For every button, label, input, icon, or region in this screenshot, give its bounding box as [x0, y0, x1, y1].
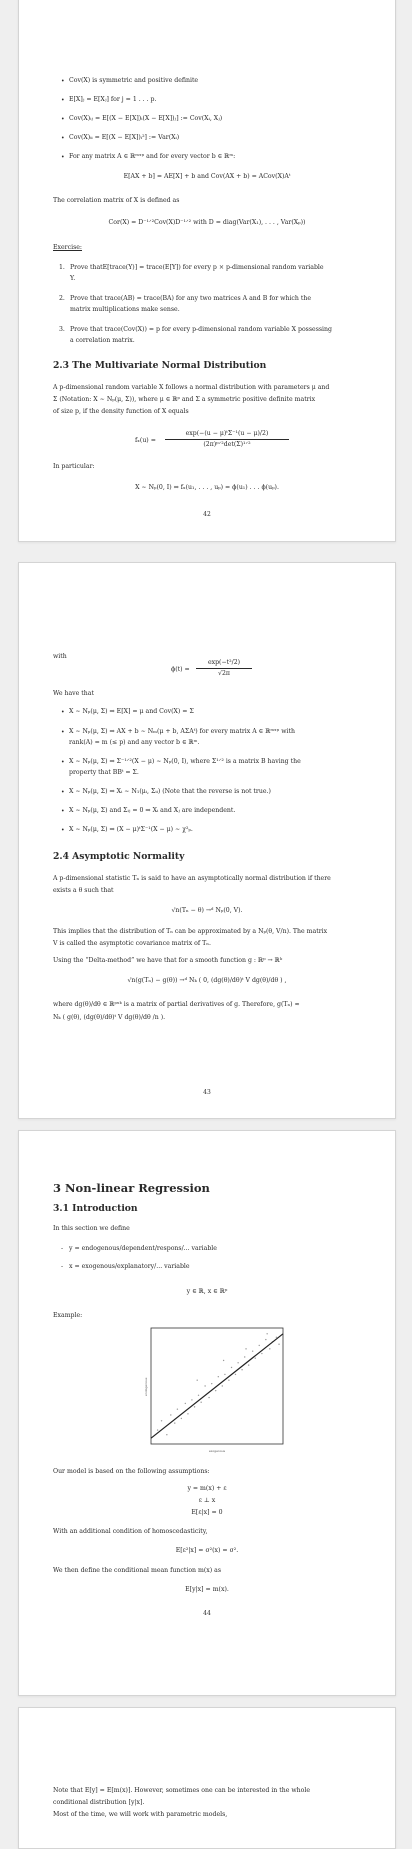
- property-text: Cov(X) is symmetric and positive definite: [69, 77, 199, 84]
- paragraph-line: Nₖ ( g(θ), (dg(θ)/dθ)ᵗ V dg(θ)/dθ /n ).: [53, 1014, 166, 1021]
- phi-lhs: ϕ(t) =: [171, 666, 190, 673]
- correlation-equation: Cor(X) = D⁻¹ᐟ²Cov(X)D⁻¹ᐟ² with D = diag(Var(X₁), . . . , Var(Xₚ)): [108, 219, 306, 226]
- bullet-icon: •: [61, 789, 65, 796]
- intro-text: In this section we define: [53, 1225, 130, 1232]
- scatter-point: [197, 1380, 198, 1381]
- scatter-point: [224, 1374, 225, 1375]
- scatter-point: [157, 1429, 158, 1430]
- exercise-text: matrix multiplications make sense.: [70, 306, 180, 313]
- paragraph-line: exists a θ such that: [53, 887, 114, 894]
- property-text: X ∼ Nₚ(μ, Σ) and Σᵢⱼ = 0 ⇒ Xᵢ and Xⱼ are independent.: [69, 807, 236, 814]
- scatter-point: [252, 1351, 253, 1352]
- scatter-point: [245, 1348, 246, 1349]
- density-denominator: (2π)ᵖᐟ²det(Σ)¹ᐟ²: [203, 441, 251, 448]
- density-lhs: fₓ(u) =: [135, 437, 156, 444]
- property-text: X ∼ Nₚ(μ, Σ) ⇒ (X − μ)ᵗΣ⁻¹(X − μ) ∼ χ²ₚ.: [69, 826, 193, 833]
- scatter-point: [255, 1357, 256, 1358]
- definition-text: x = exogenous/explanatory/... variable: [69, 1263, 190, 1270]
- scatter-point: [259, 1345, 260, 1346]
- paragraph-line: A p-dimensional statistic Tₙ is said to have an asymptotically normal distribution if there: [53, 875, 331, 882]
- exercise-text: Prove that trace(Cov(X)) = p for every p-dimensional random variable X possessing: [70, 326, 332, 333]
- scatter-point: [174, 1422, 175, 1423]
- property-text: property that BBᵗ = Σ.: [69, 769, 139, 776]
- paragraph-line: With an additional condition of homoscedasticity,: [53, 1528, 208, 1535]
- density-numerator: exp(−(u − μ)ᵗΣ⁻¹(u − μ)/2): [185, 430, 269, 437]
- scatter-point: [222, 1385, 223, 1386]
- scatter-point: [204, 1385, 205, 1386]
- paragraph-line: Using the “Delta-method” we have that for a smooth function g : ℝᵖ → ℝᵏ: [53, 957, 283, 964]
- paragraph-line: of size p, if the density function of X equals: [53, 408, 189, 415]
- y-axis-label: endogenous: [144, 1377, 148, 1396]
- page-44: [18, 1130, 396, 1696]
- scatter-point: [161, 1420, 162, 1421]
- exercise-number: 3.: [59, 326, 65, 333]
- scatter-svg: [139, 1324, 287, 1456]
- section-heading: 2.3 The Multivariate Normal Distribution: [53, 360, 267, 371]
- assumptions-intro: Our model is based on the following assumptions:: [53, 1468, 210, 1475]
- fraction-bar: [165, 439, 289, 440]
- exercise-number: 1.: [59, 264, 65, 271]
- property-text: E[X]ⱼ = E[Xⱼ] for j = 1 . . . p.: [69, 96, 157, 103]
- scatter-point: [208, 1397, 209, 1398]
- exercise-text: Y.: [70, 275, 76, 282]
- assumption-equation: E[ε|x] = 0: [191, 1509, 223, 1516]
- bullet-icon: •: [61, 759, 65, 766]
- dash-icon: -: [61, 1263, 64, 1270]
- scatter-point: [191, 1399, 192, 1400]
- conditional-mean-equation: E[y|x] = m(x).: [185, 1586, 229, 1593]
- page-43: [18, 562, 396, 1119]
- exercise-text: Prove that trace(AB) = trace(BA) for any two matrices A and B for which the: [70, 295, 311, 302]
- scatter-point: [223, 1360, 224, 1361]
- scatter-point: [185, 1403, 186, 1404]
- x-axis-label: exogenous: [208, 1449, 226, 1453]
- bullet-icon: •: [61, 729, 65, 736]
- page-number: 43: [203, 1089, 211, 1096]
- exercise-text: Prove thatE[trace(Y)] = trace(E[Y]) for every p × p-dimensional random variable: [70, 264, 324, 271]
- property-text: X ∼ Nₚ(μ, Σ) ⇒ E[X] = μ and Cov(X) = Σ: [69, 708, 194, 715]
- paragraph-line: This implies that the distribution of Tₙ can be approximated by a Nₚ(θ, V/n). The matrix: [53, 928, 328, 935]
- paragraph-line: Σ (Notation: X ∼ Nₚ(μ, Σ)), where μ ∈ ℝᵖ and Σ a symmetric positive definite matrix: [53, 396, 316, 403]
- scatter-point: [235, 1374, 236, 1375]
- scatter-point: [177, 1409, 178, 1410]
- property-text: Cov(X)ᵢᵢ = E[(X − E[X])ᵢ²] := Var(Xᵢ): [69, 134, 180, 141]
- bullet-icon: •: [61, 808, 65, 815]
- property-text: X ∼ Nₚ(μ, Σ) ⇒ Xᵢ ∼ N₁(μᵢ, Σᵢᵢ) (Note that the reverse is not true.): [69, 788, 271, 795]
- scatter-point: [228, 1380, 229, 1381]
- fraction-bar: [196, 668, 252, 669]
- property-text: X ∼ Nₚ(μ, Σ) ⇒ Σ⁻¹ᐟ²(X − μ) ∼ Nₚ(0, I), where Σ¹ᐟ² is a matrix B having the: [69, 758, 301, 765]
- scatter-point: [231, 1367, 232, 1368]
- scatter-point: [211, 1383, 212, 1384]
- paragraph-line: where dg(θ)/dθ ∈ ℝᵖˣᵏ is a matrix of partial derivatives of g. Therefore, g(Tₙ) ≈: [53, 1001, 300, 1008]
- property-text: Cov(X)ᵢⱼ = E[(X − E[X])ᵢ(X − E[X])ⱼ] := Cov(Xᵢ, Xⱼ): [69, 115, 223, 122]
- bullet-icon: •: [61, 154, 65, 161]
- section-heading: 3.1 Introduction: [53, 1203, 138, 1214]
- domain-equation: y ∈ ℝ, x ∈ ℝᵖ: [186, 1288, 228, 1295]
- asymptotic-equation: √n(Tₙ − θ) →ᵈ Nₚ(0, V).: [171, 907, 243, 914]
- assumption-equation: ε ⊥ x: [198, 1497, 216, 1504]
- section-heading: 2.4 Asymptotic Normality: [53, 851, 185, 862]
- scatter-point: [181, 1418, 182, 1419]
- phi-numerator: exp(−t²/2): [207, 659, 241, 666]
- exercise-heading: Exercise:: [53, 244, 82, 251]
- bullet-icon: •: [61, 135, 65, 142]
- scatter-point: [187, 1413, 188, 1414]
- scatter-point: [261, 1353, 262, 1354]
- property-text: For any matrix A ∈ ℝᵐˣᵖ and for every vector b ∈ ℝᵐ:: [69, 153, 236, 160]
- dash-icon: -: [61, 1245, 64, 1252]
- paragraph-line: Note that E[y] = E[m(x)]. However, sometimes one can be interested in the whole: [53, 1787, 310, 1794]
- exercise-text: a correlation matrix.: [70, 337, 135, 344]
- linear-transform-equation: E[AX + b] = AE[X] + b and Cov(AX + b) = ACov(X)Aᵗ: [123, 173, 291, 180]
- paragraph-line: conditional distribution [y|x].: [53, 1799, 145, 1806]
- scatter-point: [248, 1364, 249, 1365]
- scatter-point: [266, 1333, 267, 1334]
- paragraph-line: We then define the conditional mean function m(x) as: [53, 1567, 222, 1574]
- scatter-point: [269, 1348, 270, 1349]
- bullet-icon: •: [61, 116, 65, 123]
- page-number: 42: [203, 511, 211, 518]
- homoscedasticity-equation: E[ε²|x] = σ²(x) = σ².: [175, 1547, 239, 1554]
- with-label: with: [53, 653, 67, 660]
- exercise-number: 2.: [59, 295, 65, 302]
- bullet-icon: •: [61, 97, 65, 104]
- scatter-point: [241, 1369, 242, 1370]
- page-45: [18, 1707, 396, 1849]
- scatter-point: [200, 1402, 201, 1403]
- bullet-icon: •: [61, 78, 65, 85]
- property-text: rank(A) = m (≤ p) and any vector b ∈ ℝᵐ.: [69, 739, 200, 746]
- scatter-point: [237, 1362, 238, 1363]
- scatter-point: [170, 1414, 171, 1415]
- delta-method-equation: √n(g(Tₙ) − g(θ)) →ᵈ Nₖ ( 0, (dg(θ)/dθ)ᵗ V dg(θ)/dθ ) ,: [127, 977, 287, 984]
- scatter-point: [166, 1434, 167, 1435]
- scatter-point: [244, 1356, 245, 1357]
- in-particular-label: In particular:: [53, 463, 95, 470]
- paragraph-line: V is called the asymptotic covariance matrix of Tₙ.: [53, 940, 211, 947]
- page-number: 44: [203, 1610, 211, 1617]
- standard-normal-equation: X ∼ Nₚ(0, I) ⇔ fₓ(u₁, . . . , uₚ) = ϕ(u₁) . . . ϕ(uₚ).: [135, 484, 279, 491]
- scatter-point: [194, 1406, 195, 1407]
- scatter-point: [218, 1376, 219, 1377]
- phi-denominator: √2π: [218, 670, 230, 677]
- we-have-label: We have that: [53, 690, 94, 697]
- bullet-icon: •: [61, 709, 65, 716]
- scatter-point: [198, 1395, 199, 1396]
- scatter-point: [215, 1390, 216, 1391]
- scatter-point: [265, 1339, 266, 1340]
- definition-text: y = endogenous/dependent/respons/... variable: [69, 1245, 217, 1252]
- bullet-icon: •: [61, 827, 65, 834]
- page-42: [18, 0, 396, 542]
- scatter-chart: [139, 1324, 287, 1456]
- scatter-point: [278, 1344, 279, 1345]
- example-label: Example:: [53, 1312, 83, 1319]
- scatter-point: [276, 1337, 277, 1338]
- correlation-intro: The correlation matrix of X is defined as: [53, 197, 180, 204]
- chapter-heading: 3 Non-linear Regression: [53, 1181, 210, 1195]
- paragraph-line: A p-dimensional random variable X follows a normal distribution with parameters μ and: [53, 384, 330, 391]
- property-text: X ∼ Nₚ(μ, Σ) ⇒ AX + b ∼ Nₘ(μ + b, AΣAᵗ) for every matrix A ∈ ℝᵐˣᵖ with: [69, 728, 295, 735]
- assumption-equation: y = m(x) + ε: [187, 1485, 227, 1492]
- paragraph-line: Most of the time, we will work with parametric models,: [53, 1811, 228, 1818]
